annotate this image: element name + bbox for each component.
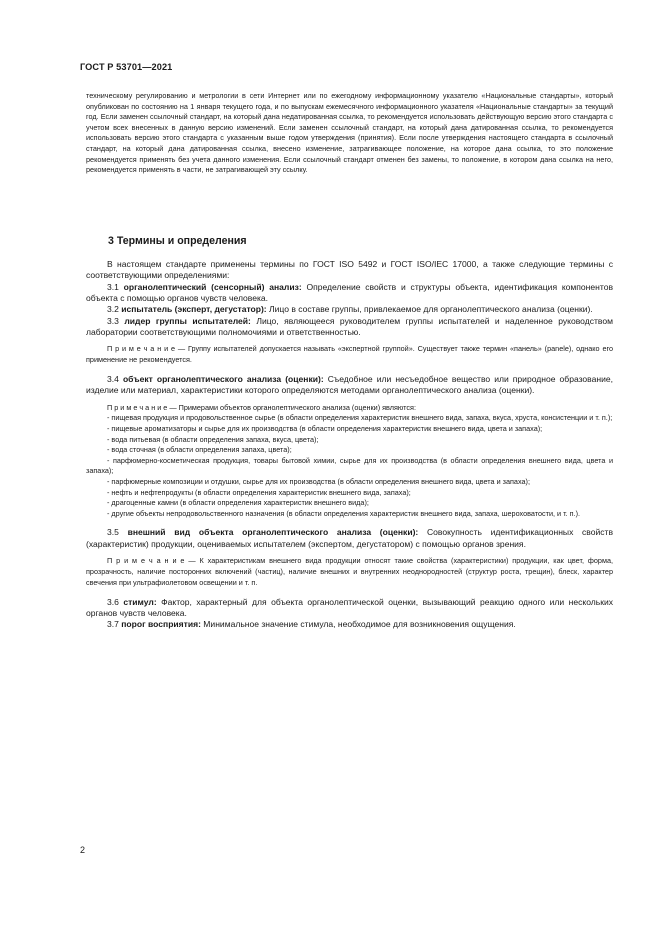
note-label: П р и м е ч а н и е [107, 344, 176, 354]
term-3-1-def: Определение свойств и структуры объекта, идентификация компонентов объекта с помощью органов чувств человека. [86, 281, 613, 304]
term-3-3: 3.3 лидер группы испытателей: Лицо, являющееся руководителем группы испытателей и наделенное руководством лаборатории соответствующими полномочиями и ответственностью. [86, 315, 613, 338]
section-title: 3 Термины и определения [108, 235, 247, 247]
section-body [86, 259, 613, 631]
list-item: - парфюмерно-косметическая продукция, товары бытовой химии, сырье для их производства (в области определения внешнего вида, цвета и запаха); [86, 455, 613, 476]
term-3-7: 3.7 порог восприятия: Минимальное значение стимула, необходимое для возникновения ощущения. [107, 619, 516, 630]
term-3-4: 3.4 объект органолептического анализа (оценки): Съедобное или несъедобное вещество или природное образование, изделие или материал, характеристики которого определяются методами органолептического анализа (оценки). [86, 374, 614, 396]
section-lead: В настоящем стандарте применены термины по ГОСТ ISO 5492 и ГОСТ ISO/IEC 17000, а также следующие термины с соответствующими определениями: [86, 259, 613, 281]
term-3-2-def: Лицо в составе группы, привлекаемое для органолептического анализа (оценки). [266, 304, 593, 315]
note-3-4-text: — Примерами объектов органолептического анализа (оценки) являются: [167, 402, 416, 412]
intro-paragraph [86, 91, 613, 176]
document-header: ГОСТ Р 53701—2021 [80, 62, 173, 72]
term-3-6-def: Фактор, характерный для объекта органолептической оценки, вызывающий реакцию одного или нескольких органов чувств человека. [86, 596, 613, 618]
note-3-4 [86, 403, 613, 520]
term-3-1: 3.1 органолептический (сенсорный) анализ: Определение свойств и структуры объекта, идентификация компонентов объекта с помощью органов чувств человека. [86, 281, 613, 304]
term-3-7-name: порог восприятия: [121, 619, 201, 630]
list-item: - вода сточная (в области определения запаха, цвета); [107, 445, 292, 455]
note-label: П р и м е ч а н и е [107, 556, 185, 566]
term-3-2: 3.2 испытатель (эксперт, дегустатор): Лицо в составе группы, привлекаемое для органолептического анализа (оценки). [107, 304, 593, 315]
note-3-3 [86, 344, 613, 366]
term-3-1-name: органолептический (сенсорный) анализ: [123, 281, 302, 292]
list-item: - пищевые ароматизаторы и сырье для их производства (в области определения характеристик внешнего вида, цвета и запаха); [107, 424, 543, 434]
term-3-3-name: лидер группы испытателей: [124, 315, 251, 326]
list-item: - другие объекты непродовольственного назначения (в области определения характеристик внешнего вида, запаха, шероховатости, и т. п.). [107, 508, 581, 518]
term-3-4-name: объект органолептического анализа (оценки): [122, 374, 324, 384]
intro-text: техническому регулированию и метрологии в сети Интернет или по ежегодному информационному указателю «Национальные стандарты», который опубликован по состоянию на 1 января текущего года, и по выпускам ежемесячного информационного указателя «Национальные стандарты» за текущий год. Если заменен ссылочный стандарт, на который дана недатированная ссылка, то рекомендуется использовать действующую версию этого стандарта с учетом всех внесенных в данную версию изменений. Если заменен ссылочный стандарт, на который дана датированная ссылка, то рекомендуется использовать версию этого стандарта с указанным выше годом утверждения (принятия). Если после утверждения настоящего стандарта в ссылочный стандарт, на который дана датированная ссылка, внесено изменение, затрагивающее положение, на которое дана ссылка, то это положение рекомендуется применять без учета данного изменения. Если ссылочный стандарт отменен без замены, то положение, в котором дана ссылка на него, рекомендуется применять в части, не затрагивающей эту ссылку. [86, 91, 613, 175]
term-3-2-name: испытатель (эксперт, дегустатор): [121, 304, 267, 315]
list-item: - пищевая продукция и продовольственное сырье (в области определения характеристик внешнего вида, запаха, вкуса, хруста, консистенции и т. п.); [107, 413, 613, 423]
list-item: - вода питьевая (в области определения запаха, вкуса, цвета); [107, 434, 319, 444]
note-3-5-text: — К характеристикам внешнего вида продукции относят такие свойства (характеристики) продукции, как цвет, форма, прозрачность, наличие посторонних включений (частиц), наличие внешних и внутренних неоднородностей (структур роста, трещин), блеск, характер свечения при ультрафиолетовом освещении и т. п. [86, 556, 613, 587]
note-label: П р и м е ч а н и е [107, 402, 168, 412]
list-item: - парфюмерные композиции и отдушки, сырье для их производства (в области определения внешнего вида, цвета и запаха); [107, 477, 530, 487]
term-3-4-def: Съедобное или несъедобное вещество или природное образование, изделие или материал, характеристики которого определяются методами органолептического анализа (оценки). [86, 374, 614, 396]
list-item: - драгоценные камни (в области определения характеристик внешнего вида); [107, 498, 369, 508]
term-3-5-def: Совокупность идентификационных свойств (характеристик) продукции, оцениваемых испытателем (экспертом, дегустатором) с помощью органов зрения. [86, 527, 614, 549]
list-item: - нефть и нефтепродукты (в области определения характеристик внешнего вида, запаха); [107, 487, 411, 497]
term-3-6-name: стимул: [123, 596, 157, 607]
term-3-7-def: Минимальное значение стимула, необходимое для возникновения ощущения. [200, 619, 516, 630]
term-3-5-name: внешний вид объекта органолептического анализа (оценки): [127, 527, 419, 538]
note-3-5 [86, 556, 613, 588]
term-3-3-def: Лицо, являющееся руководителем группы испытателей и наделенное руководством лаборатории соответствующими полномочиями и ответственностью. [86, 315, 613, 338]
term-3-6: 3.6 стимул: Фактор, характерный для объекта органолептической оценки, вызывающий реакцию одного или нескольких органов чувств человека. [86, 596, 613, 618]
note-3-3-text: — Группу испытателей допускается называть «экспертной группой». Существует также термин «панель» (panele), однако его применение не рекомендуется. [86, 344, 614, 365]
page-number: 2 [80, 845, 86, 855]
term-3-5: 3.5 внешний вид объекта органолептического анализа (оценки): Совокупность идентификационных свойств (характеристик) продукции, оцениваемых испытателем (экспертом, дегустатором) с помощью органов зрения. [86, 527, 614, 549]
